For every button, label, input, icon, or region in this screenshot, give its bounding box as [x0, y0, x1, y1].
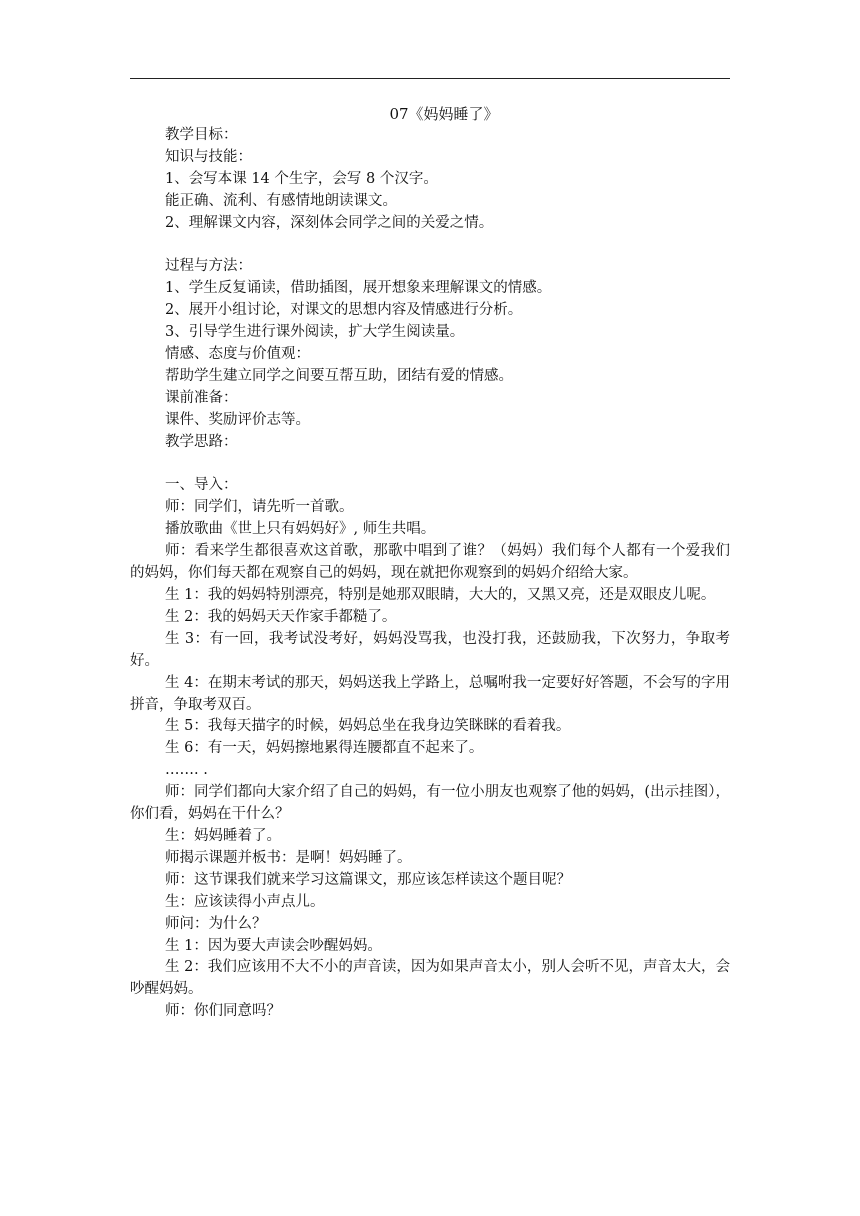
- dialogue-paragraph: 生 2：我们应该用不大不小的声音读，因为如果声音太小，别人会听不见，声音太大，会吵醒妈妈。: [130, 959, 730, 998]
- process-item: 1、学生反复诵读，借助插图，展开想象来理解课文的情感。: [165, 280, 552, 297]
- process-heading: 过程与方法：: [165, 258, 252, 275]
- knowledge-item: 能正确、流利、有感情地朗读课文。: [165, 192, 397, 209]
- ellipsis-line: ……. .: [165, 762, 208, 779]
- objectives-heading: 教学目标：: [165, 127, 238, 143]
- dialogue-paragraph: 师：你们同意吗？: [165, 1003, 281, 1020]
- dialogue-paragraph: 师揭示课题并板书：是啊！妈妈睡了。: [165, 849, 412, 866]
- dialogue-paragraph: 生 5：我每天描字的时候，妈妈总坐在我身边笑眯眯的看着我。: [165, 718, 571, 735]
- dialogue-paragraph: 师：这节课我们就来学习这篇课文，那应该怎样读这个题目呢？: [165, 871, 571, 888]
- dialogue-paragraph: 师：看来学生都很喜欢这首歌，那歌中唱到了谁？（妈妈）我们每个人都有一个爱我们的妈妈，你们每天都在观察自己的妈妈，现在就把你观察到的妈妈介绍给大家。: [130, 543, 730, 582]
- section-heading: 一、导入：: [165, 477, 238, 494]
- dialogue-paragraph: 生 3：有一回，我考试没考好，妈妈没骂我，也没打我，还鼓励我，下次努力，争取考好。: [130, 630, 730, 669]
- values-text: 帮助学生建立同学之间要互帮互助，团结有爱的情感。: [165, 367, 513, 384]
- document-body: [130, 103, 730, 1023]
- knowledge-item: 2、理解课文内容，深刻体会同学之间的关爱之情。: [165, 214, 494, 231]
- process-item: 3、引导学生进行课外阅读，扩大学生阅读量。: [165, 324, 465, 341]
- dialogue-paragraph: 生 1：我的妈妈特别漂亮，特别是她那双眼睛，大大的，又黑又亮，还是双眼皮儿呢。: [165, 587, 716, 603]
- dialogue-paragraph: 师问：为什么？: [165, 915, 267, 932]
- blank-line: [130, 235, 730, 257]
- prep-text: 课件、奖励评价志等。: [165, 411, 310, 428]
- dialogue-paragraph: 生 1：因为要大声读会吵醒妈妈。: [165, 937, 382, 954]
- blank-line: [130, 454, 730, 476]
- prep-heading: 课前准备：: [165, 389, 238, 406]
- dialogue-paragraph: 播放歌曲《世上只有妈妈好》, 师生共唱。: [165, 521, 436, 538]
- knowledge-heading: 知识与技能：: [165, 148, 252, 165]
- knowledge-item: 1、会写本课 14 个生字，会写 8 个汉字。: [165, 170, 438, 187]
- approach-heading: 教学思路：: [165, 433, 238, 450]
- header-rule: [130, 78, 730, 79]
- values-heading: 情感、态度与价值观：: [165, 346, 310, 363]
- document-title: 07《妈妈睡了》: [389, 105, 499, 123]
- dialogue-paragraph: 生 4：在期末考试的那天，妈妈送我上学路上，总嘱咐我一定要好好答题，不会写的字用拼音，争取考双百。: [130, 674, 730, 713]
- dialogue-paragraph: 生：应该读得小声点儿。: [165, 893, 325, 910]
- dialogue-paragraph: 师：同学们都向大家介绍了自己的妈妈，有一位小朋友也观察了他的妈妈，(出示挂图），你们看，妈妈在干什么？: [130, 784, 730, 823]
- dialogue-paragraph: 生：妈妈睡着了。: [165, 827, 281, 844]
- process-item: 2、展开小组讨论，对课文的思想内容及情感进行分析。: [165, 302, 523, 319]
- dialogue-paragraph: 师：同学们，请先听一首歌。: [165, 499, 354, 516]
- dialogue-paragraph: 生 6：有一天，妈妈擦地累得连腰都直不起来了。: [165, 740, 484, 757]
- dialogue-paragraph: 生 2：我的妈妈天天作家手都糙了。: [165, 608, 397, 625]
